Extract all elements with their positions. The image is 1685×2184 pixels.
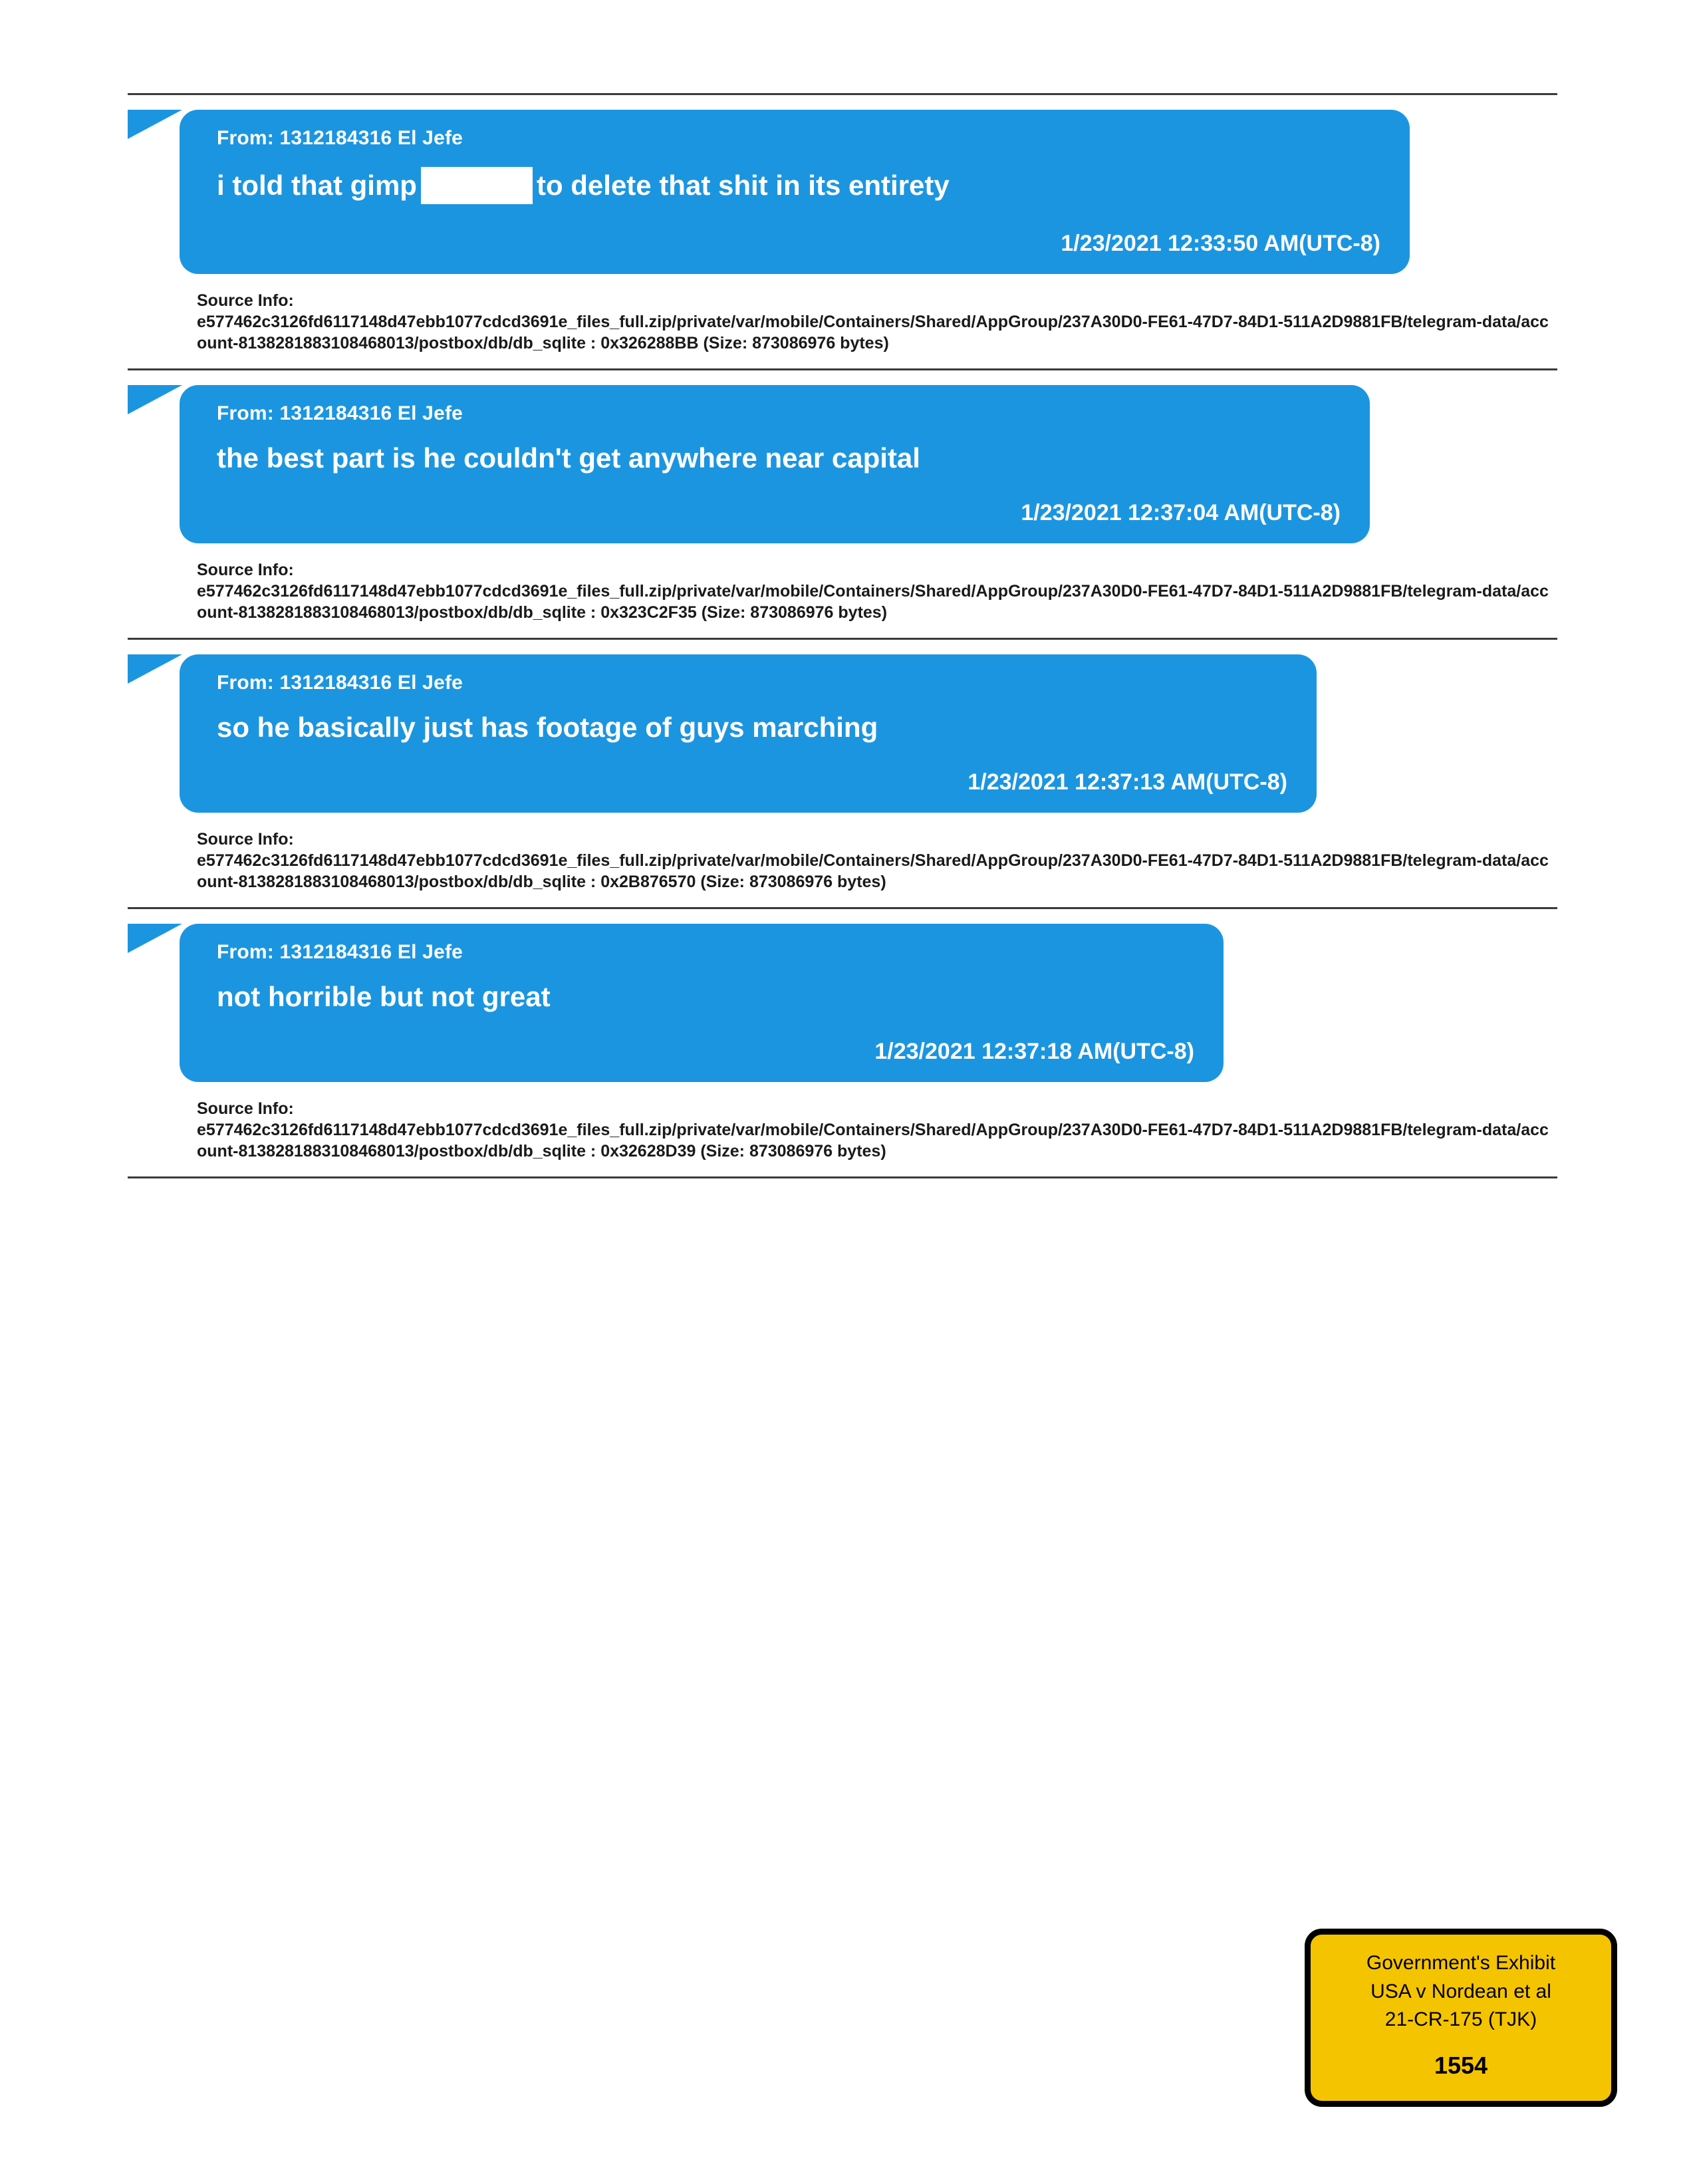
chat-bubble [180, 385, 1370, 543]
message-timestamp: 1/23/2021 12:37:04 AM(UTC-8) [1021, 500, 1341, 526]
source-info-label: Source Info: [197, 1099, 294, 1119]
exhibit-line-3: 21-CR-175 (TJK) [1384, 2008, 1537, 2031]
message-text: not horrible but not great [217, 981, 551, 1013]
message-timestamp: 1/23/2021 12:33:50 AM(UTC-8) [1061, 231, 1380, 256]
source-info-path: e577462c3126fd6117148d47ebb1077cdcd3691e_files_full.zip/private/var/mobile/Containers/Shared/AppGroup/237A30D0-FE61-47D7-84D1-511A2D9881FB/telegram-data/account-8138281883108468013/postbox/db/db_sqlite : 0x2B876570 (Size: 873086976 bytes) [197, 851, 1549, 892]
message-timestamp: 1/23/2021 12:37:18 AM(UTC-8) [874, 1039, 1194, 1065]
message-text: so he basically just has footage of guys marching [217, 712, 878, 744]
source-info [128, 813, 1557, 907]
source-info-label: Source Info: [197, 830, 294, 849]
chat-bubble-wrapper [128, 640, 1557, 813]
redaction-box [421, 167, 533, 204]
source-info [128, 274, 1557, 368]
message-text-before: i told that gimp [217, 170, 417, 202]
chat-bubble [180, 924, 1224, 1082]
message-list [128, 93, 1557, 1178]
message-sender: From: 1312184316 El Jefe [217, 672, 463, 694]
message-sender: From: 1312184316 El Jefe [217, 402, 463, 424]
message-text-after: to delete that shit in its entirety [536, 170, 950, 202]
source-info-label: Source Info: [197, 291, 294, 310]
chat-bubble-wrapper [128, 909, 1557, 1082]
message-block [128, 95, 1557, 368]
source-info-path: e577462c3126fd6117148d47ebb1077cdcd3691e_files_full.zip/private/var/mobile/Containers/Shared/AppGroup/237A30D0-FE61-47D7-84D1-511A2D9881FB/telegram-data/account-8138281883108468013/postbox/db/db_sqlite : 0x323C2F35 (Size: 873086976 bytes) [197, 582, 1549, 622]
source-info-path: e577462c3126fd6117148d47ebb1077cdcd3691e_files_full.zip/private/var/mobile/Containers/Shared/AppGroup/237A30D0-FE61-47D7-84D1-511A2D9881FB/telegram-data/account-8138281883108468013/postbox/db/db_sqlite : 0x32628D39 (Size: 873086976 bytes) [197, 1121, 1549, 1161]
exhibit-line-1: Government's Exhibit [1366, 1952, 1556, 1974]
chat-bubble [180, 110, 1410, 274]
message-timestamp: 1/23/2021 12:37:13 AM(UTC-8) [968, 769, 1287, 795]
exhibit-number: 1554 [1434, 2051, 1488, 2079]
message-text: the best part is he couldn't get anywhere near capital [217, 442, 920, 474]
exhibit-line-2: USA v Nordean et al [1370, 1980, 1551, 2002]
bubble-tail-icon [128, 924, 182, 953]
chat-bubble-wrapper [128, 370, 1557, 543]
chat-bubble [180, 654, 1317, 813]
source-info-label: Source Info: [197, 561, 294, 580]
message-block [128, 640, 1557, 907]
message-block [128, 909, 1557, 1176]
divider-bottom [128, 1176, 1557, 1178]
exhibit-stamp [1305, 1929, 1617, 2107]
message-sender: From: 1312184316 El Jefe [217, 941, 463, 964]
message-block [128, 370, 1557, 638]
bubble-tail-icon [128, 110, 182, 139]
chat-bubble-wrapper [128, 95, 1557, 274]
bubble-tail-icon [128, 654, 182, 684]
source-info [128, 1082, 1557, 1176]
source-info [128, 543, 1557, 638]
message-text [217, 167, 1380, 204]
message-sender: From: 1312184316 El Jefe [217, 127, 463, 149]
bubble-tail-icon [128, 385, 182, 414]
source-info-path: e577462c3126fd6117148d47ebb1077cdcd3691e_files_full.zip/private/var/mobile/Containers/Shared/AppGroup/237A30D0-FE61-47D7-84D1-511A2D9881FB/telegram-data/account-8138281883108468013/postbox/db/db_sqlite : 0x326288BB (Size: 873086976 bytes) [197, 313, 1549, 352]
